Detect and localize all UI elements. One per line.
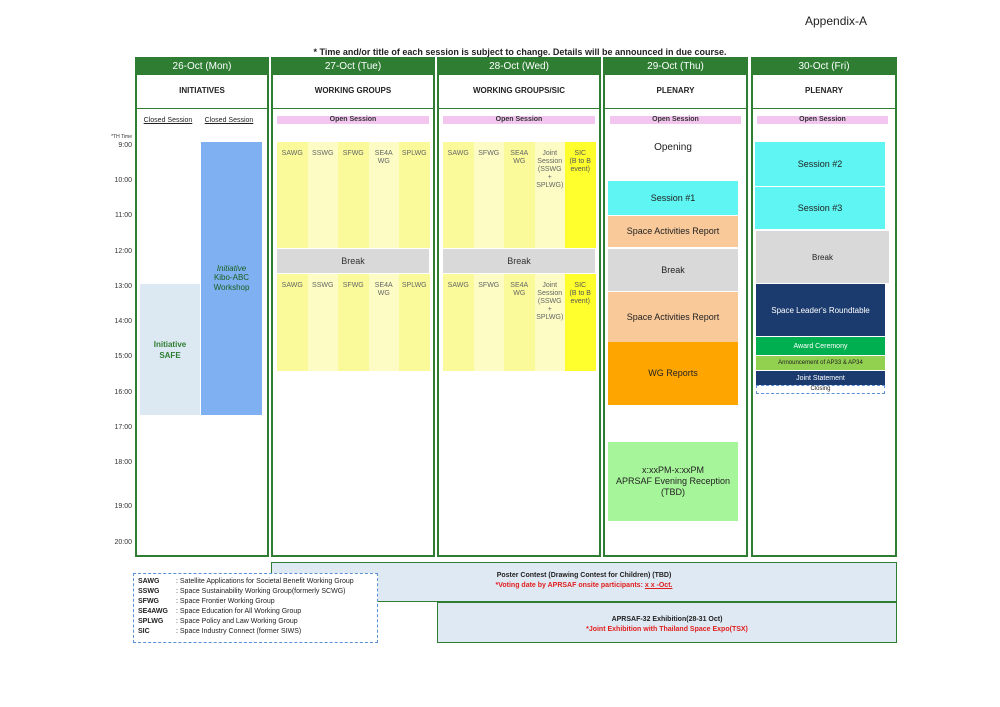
exhibition-subtitle: *Joint Exhibition with Thailand Space Expo(TSX) (586, 626, 748, 633)
legend-row (138, 597, 373, 607)
wg-session-tue: SE4A WG (369, 142, 400, 248)
session-3: Session #3 (755, 187, 885, 229)
closed-session-label: Closed Session (204, 117, 254, 124)
abbreviation-legend (133, 573, 378, 643)
wg-session-wed: SIC (B to B event) (565, 274, 596, 371)
schedule-note: * Time and/or title of each session is subject to change. Details will be announced in due course. (313, 47, 727, 57)
legend-desc: : Space Policy and Law Working Group (176, 618, 298, 625)
legend-abbr: SIC (138, 628, 150, 635)
session-opening: Opening (654, 142, 692, 153)
legend-abbr: SFWG (138, 598, 159, 605)
poster-date: x x -Oct. (644, 582, 673, 589)
session-kibo-abc (201, 142, 262, 415)
wg-session-wed: SAWG (443, 274, 474, 371)
time-label: 13:00 (114, 283, 132, 290)
wg-session-wed: SE4A WG (504, 142, 535, 248)
break-fri: Break (756, 231, 889, 283)
wg-session-tue: SSWG (308, 142, 339, 248)
appendix-label: Appendix-A (805, 14, 868, 28)
wg-session-wed: SFWG (474, 142, 505, 248)
wg-session-wed: SE4A WG (504, 274, 535, 371)
day-date: 29-Oct (Thu) (605, 59, 746, 75)
exhibition-box (437, 602, 897, 643)
day-title: PLENARY (605, 75, 746, 109)
wg-session-tue: SPLWG (399, 142, 430, 248)
wg-session-wed: Joint Session (SSWG + SPLWG) (535, 142, 566, 248)
day-date: 30-Oct (Fri) (753, 59, 895, 75)
kibo-label: Kibo-ABC Workshop (213, 273, 250, 292)
time-label: 10:00 (114, 177, 132, 184)
open-session-label: Open Session (610, 116, 741, 124)
wg-session-tue: SAWG (277, 142, 308, 248)
day-title: WORKING GROUPS/SIC (439, 75, 599, 109)
legend-row (138, 617, 373, 627)
wg-session-tue: SPLWG (399, 274, 430, 371)
announcement-ap33-ap34: Announcement of AP33 & AP34 (756, 356, 885, 370)
time-label: 15:00 (114, 353, 132, 360)
award-ceremony: Award Ceremony (756, 337, 885, 355)
time-label: 11:00 (115, 212, 132, 219)
time-axis-header: *TH Time (111, 134, 132, 140)
closed-session-label: Closed Session (143, 117, 193, 124)
wg-session-tue: SFWG (338, 274, 369, 371)
session-2: Session #2 (755, 142, 885, 186)
time-label: 9:00 (118, 142, 132, 149)
wg-session-wed: SAWG (443, 142, 474, 248)
session-1: Session #1 (608, 181, 738, 215)
legend-row (138, 607, 373, 617)
wg-session-tue: SAWG (277, 274, 308, 371)
wg-session-wed: Joint Session (SSWG + SPLWG) (535, 274, 566, 371)
open-session-label: Open Session (757, 116, 888, 124)
wg-session-tue: SE4A WG (369, 274, 400, 371)
legend-desc: : Satellite Applications for Societal Benefit Working Group (176, 578, 354, 585)
legend-abbr: SSWG (138, 588, 160, 595)
break-thu: Break (608, 249, 738, 291)
exhibition-title: APRSAF-32 Exhibition(28-31 Oct) (611, 616, 723, 623)
wg-reports: WG Reports (608, 342, 738, 405)
legend-desc: : Space Education for All Working Group (176, 608, 302, 615)
legend-desc: : Space Sustainability Working Group(formerly SCWG) (176, 588, 346, 595)
legend-row (138, 627, 373, 637)
space-leaders-roundtable: Space Leader's Roundtable (756, 284, 885, 336)
time-label: 16:00 (114, 389, 132, 396)
day-date: 28-Oct (Wed) (439, 59, 599, 75)
legend-row (138, 577, 373, 587)
legend-desc: : Space Industry Connect (former SIWS) (176, 628, 302, 635)
kibo-italic-label: Initiative (216, 264, 247, 273)
day-title: PLENARY (753, 75, 895, 109)
wg-session-wed: SFWG (474, 274, 505, 371)
space-activities-report-2: Space Activities Report (608, 292, 738, 342)
legend-abbr: SAWG (138, 578, 160, 585)
time-label: 18:00 (114, 459, 132, 466)
session-initiative-safe: Initiative SAFE (140, 284, 200, 415)
poster-subtitle: *Voting date by APRSAF onsite participants: (495, 582, 645, 589)
day-title: WORKING GROUPS (273, 75, 433, 109)
joint-statement: Joint Statement (756, 371, 885, 385)
day-date: 26-Oct (Mon) (137, 59, 267, 75)
time-label: 12:00 (114, 248, 132, 255)
wg-session-tue: SSWG (308, 274, 339, 371)
wg-session-tue: SFWG (338, 142, 369, 248)
open-session-label: Open Session (277, 116, 429, 124)
day-title: INITIATIVES (137, 75, 267, 109)
evening-reception: x:xxPM-x:xxPM APRSAF Evening Reception (TBD) (608, 442, 738, 521)
closing: Closing (756, 385, 885, 394)
legend-desc: : Space Frontier Working Group (176, 598, 275, 605)
legend-abbr: SPLWG (138, 618, 164, 625)
time-label: 19:00 (114, 503, 132, 510)
open-session-label: Open Session (443, 116, 595, 124)
time-label: 20:00 (114, 539, 132, 546)
break-wed: Break (443, 249, 595, 273)
time-label: 14:00 (114, 318, 132, 325)
wg-session-wed: SIC (B to B event) (565, 142, 596, 248)
legend-abbr: SE4AWG (138, 608, 168, 615)
space-activities-report-1: Space Activities Report (608, 216, 738, 247)
time-label: 17:00 (114, 424, 132, 431)
poster-title: Poster Contest (Drawing Contest for Children) (TBD) (496, 572, 672, 579)
legend-row (138, 587, 373, 597)
break-tue: Break (277, 249, 429, 273)
day-date: 27-Oct (Tue) (273, 59, 433, 75)
